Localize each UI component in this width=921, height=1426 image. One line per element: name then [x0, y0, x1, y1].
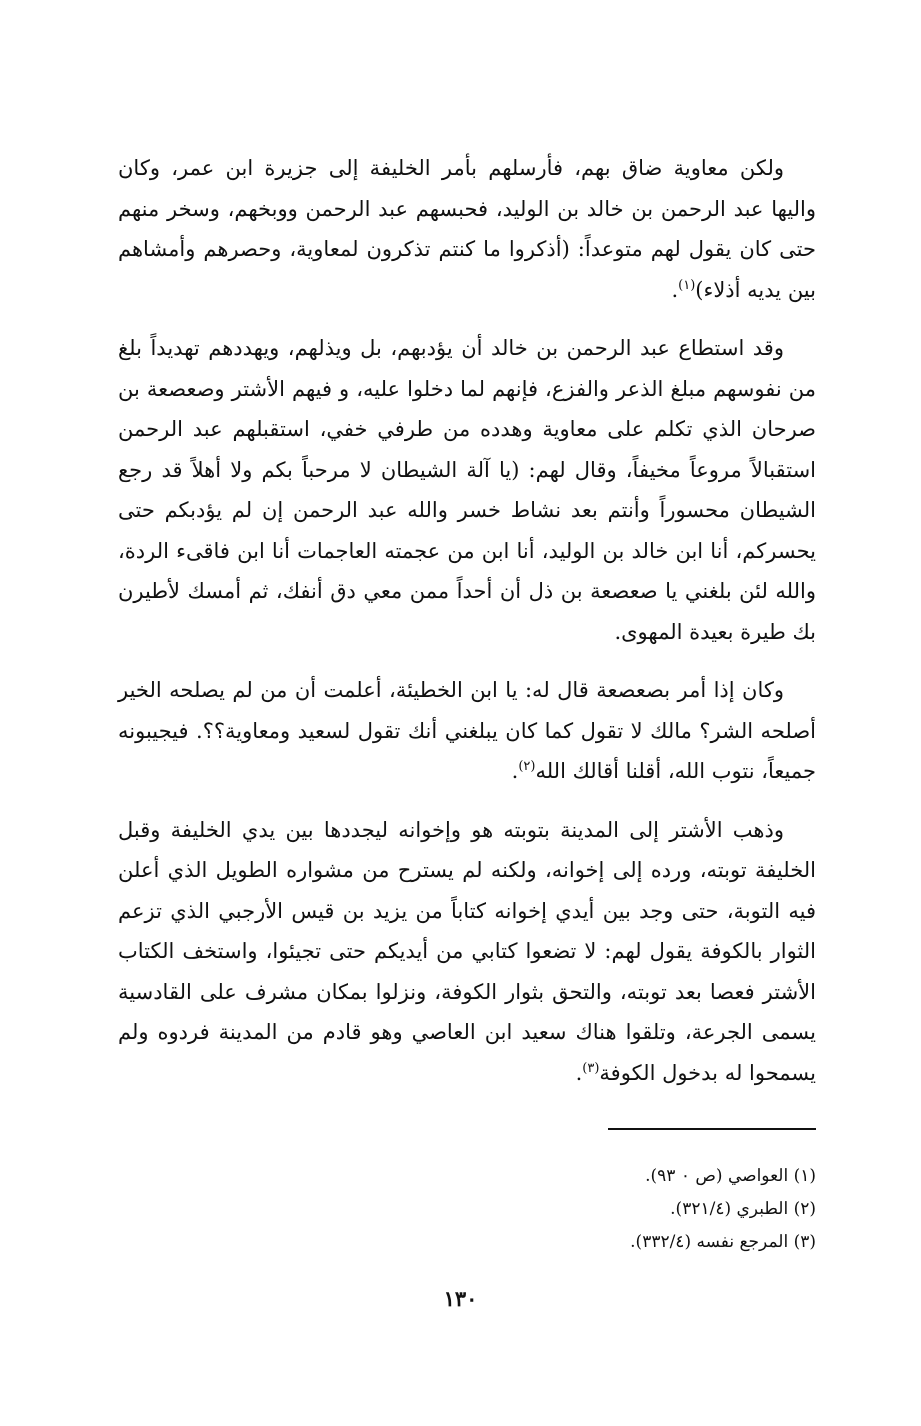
paragraph-text: ولكن معاوية ضاق بهم، فأرسلهم بأمر الخليفة إلى جزيرة ابن عمر، وكان واليها عبد الرحمن بن خالد بن الوليد، فحبسهم عبد الرحمن ووبخهم، وسخر منهم حتى كان يقول لهم متوعداً: (أذكروا ما كنتم تذكرون لمعاوية، وحصرهم وأمشاهم بين يديه أذلاء) — [118, 156, 816, 302]
page-number: ١٣٠ — [443, 1286, 478, 1311]
paragraph-4 — [118, 810, 816, 1094]
main-text — [118, 148, 816, 1111]
footnote-divider — [608, 1128, 816, 1130]
footnote-ref-3: (٣) — [582, 1060, 600, 1076]
footnote-ref-1: (١) — [678, 277, 696, 293]
footnotes-list — [118, 1160, 816, 1259]
paragraph-3 — [118, 670, 816, 792]
footnote-3: (٣) المرجع نفسه (٣٣٢/٤). — [630, 1232, 816, 1252]
paragraph-text: وقد استطاع عبد الرحمن بن خالد أن يؤدبهم، بل ويذلهم، ويهددهم تهديداً بلغ من نفوسهم مبلغ الذعر والفزع، فإنهم لما دخلوا عليه، و فيهم الأشتر وصعصعة بن صرحان الذي تكلم على معاوية وهدده من طرفي خفي، استقبلهم عبد الرحمن استقبالاً مروعاً مخيفاً، وقال لهم: (يا آلة الشيطان لا مرحباً بكم ولا أهلاً قد رجع الشيطان محسوراً وأنتم بعد نشاط خسر والله عبد الرحمن إن لم يؤدبكم حتى يحسركم، أنا ابن خالد بن الوليد، أنا ابن من عجمته العاجمات أنا ابن فاقىء الردة، والله لئن بلغني يا صعصعة بن ذل أن أحداً ممن معي دق أنفك، ثم أمسك لأطيرن بك طيرة بعيدة المهوى. — [118, 336, 816, 644]
paragraph-1 — [118, 148, 816, 310]
footnote-ref-2: (٢) — [518, 759, 536, 774]
paragraph-tail: . — [671, 277, 679, 302]
paragraph-text: وذهب الأشتر إلى المدينة بتوبته هو وإخوانه ليجددها بين يدي الخليفة وقبل الخليفة توبته، ورده إلى إخوانه، ولكنه لم يسترح من مشواره الطويل الذي أعلن فيه التوبة، حتى وجد بين أيدي إخوانه كتاباً من يزيد بن قيس الأرجبي الذي تزعم الثوار بالكوفة يقول لهم: لا تضعوا كتابي من أيديكم حتى تجيئوا، واستخف الكتاب الأشتر فعصا بعد توبته، والتحق بثوار الكوفة، ونزلوا بمكان مشرف على القادسية يسمى الجرعة، وتلقوا هناك سعيد ابن العاصي وهو قادم من المدينة فردوه ولم يسمحوا له بدخول الكوفة — [118, 817, 816, 1085]
footnote-1: (١) العواصي (ص ٠ ٩٣). — [645, 1166, 816, 1186]
paragraph-2 — [118, 328, 816, 652]
paragraph-tail: . — [511, 759, 519, 783]
paragraph-text: وكان إذا أمر بصعصعة قال له: يا ابن الخطيئة، أعلمت أن من لم يصلحه الخير أصلحه الشر؟ مالك لا تقول كما كان يبلغني أنك تقول لسعيد ومعاوية؟؟. فيجيبونه جميعاً، نتوب الله، أقلنا أقالك الله — [118, 678, 816, 783]
footnote-2: (٢) الطبري (٣٢١/٤). — [670, 1199, 816, 1219]
paragraph-tail: . — [575, 1060, 583, 1085]
